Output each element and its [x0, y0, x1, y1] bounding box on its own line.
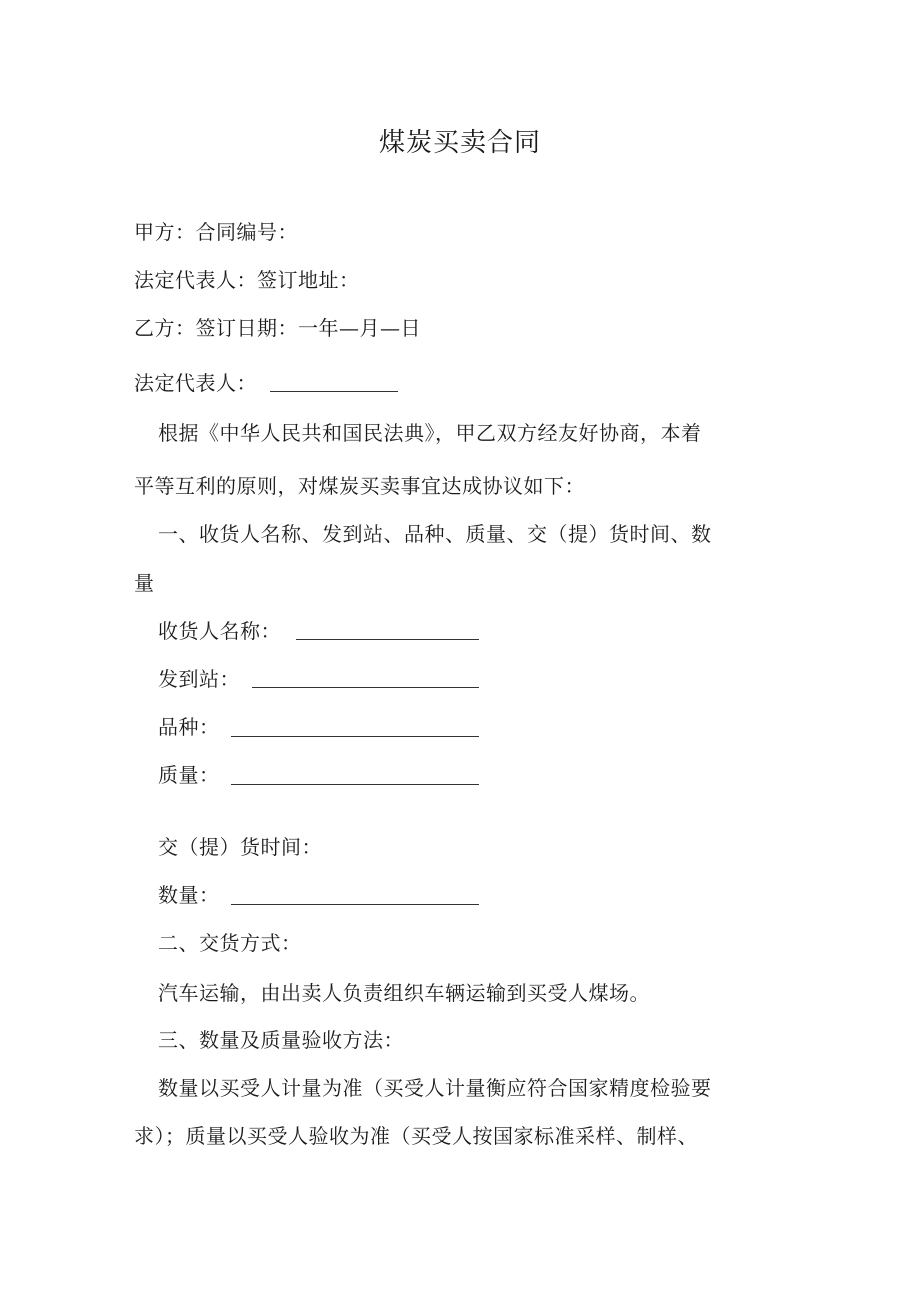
intro-paragraph-line-1: 根据《中华人民共和国民法典》，甲乙双方经友好协商，本着: [158, 421, 702, 445]
station-label: 发到站：: [158, 667, 240, 691]
station-blank: [252, 687, 479, 688]
quality-blank: [231, 784, 479, 785]
consignee-name-blank: [296, 639, 479, 640]
section-3-body-line-1: 数量以买受人计量为准（买受人计量衡应符合国家精度检验要: [158, 1076, 712, 1100]
section-3-heading: 三、数量及质量验收方法：: [158, 1028, 404, 1052]
legal-rep-blank: [270, 391, 398, 392]
party-b-sign-date-line: 乙方：签订日期：一年—月—日: [134, 316, 421, 340]
section-3-body-line-2: 求）；质量以买受人验收为准（买受人按国家标准采样、制样、: [134, 1124, 698, 1148]
variety-label: 品种：: [158, 715, 220, 739]
section-2-body: 汽车运输，由出卖人负责组织车辆运输到买受人煤场。: [158, 981, 650, 1005]
document-title: 煤炭买卖合同: [378, 128, 541, 158]
delivery-time-label: 交（提）货时间：: [158, 835, 322, 859]
quality-label: 质量：: [158, 763, 220, 787]
legal-rep-sign-address-line: 法定代表人：签订地址：: [134, 268, 360, 292]
quantity-label: 数量：: [158, 883, 220, 907]
section-2-heading: 二、交货方式：: [158, 931, 302, 955]
variety-blank: [231, 736, 479, 737]
section-1-heading-line-1: 一、收货人名称、发到站、品种、质量、交（提）货时间、数: [158, 522, 712, 546]
party-a-contract-number-line: 甲方：合同编号：: [134, 220, 298, 244]
legal-rep-label: 法定代表人：: [134, 371, 257, 395]
section-1-heading-line-2: 量: [134, 571, 155, 595]
consignee-name-label: 收货人名称：: [158, 619, 281, 643]
quantity-blank: [231, 904, 479, 905]
intro-paragraph-line-2: 平等互利的原则，对煤炭买卖事宜达成协议如下：: [134, 474, 585, 498]
